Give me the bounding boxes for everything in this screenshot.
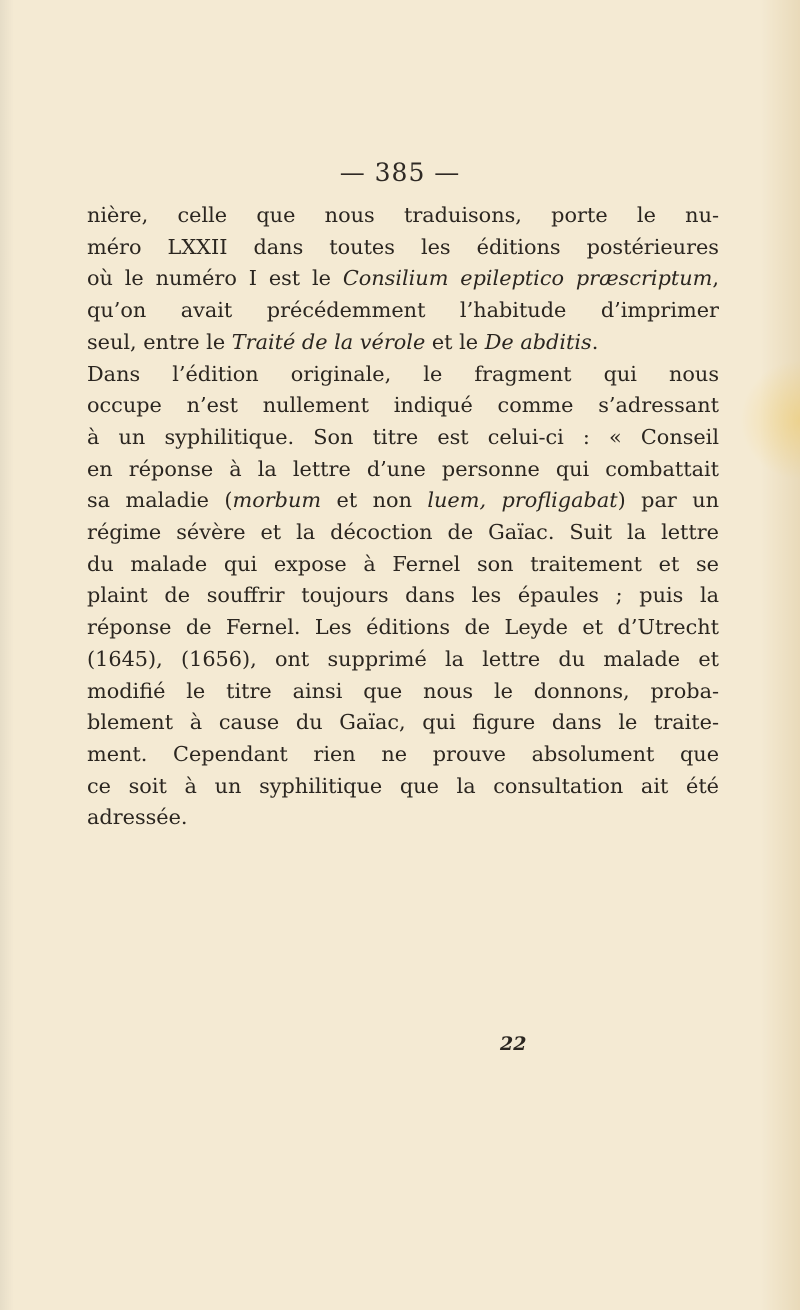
text-line: en réponse à la lettre d’une personne qui combattait (87, 456, 719, 481)
text-line: qu’on avait précédemment l’habitude d’imprimer (87, 298, 719, 323)
text-line: occupe n’est nullement indiqué comme s’adressant (87, 393, 719, 418)
signature-mark: 22 (500, 1033, 527, 1055)
text-line: ce soit à un syphilitique que la consultation ait été (87, 773, 719, 798)
text-line: modifié le titre ainsi que nous le donnons, proba- (87, 678, 719, 703)
text-line: plaint de souffrir toujours dans les épaules ; puis la (87, 583, 719, 608)
text-line: du malade qui expose à Fernel son traitement et se (87, 551, 719, 576)
text-line: seul, entre le Traité de la vérole et le De abditis. (87, 329, 599, 354)
text-line: ment. Cependant rien ne prouve absolument que (87, 741, 719, 766)
text-line: où le numéro I est le Consilium epileptico præscriptum, (87, 266, 719, 291)
text-line: méro LXXII dans toutes les éditions postérieures (87, 234, 719, 259)
text-line: sa maladie (morbum et non luem, profligabat) par un (87, 488, 720, 513)
text-line: à un syphilitique. Son titre est celui-ci : « Conseil (87, 424, 719, 449)
text-line: nière, celle que nous traduisons, porte le nu- (87, 203, 719, 227)
text-line: (1645), (1656), ont supprimé la lettre du malade et (87, 646, 719, 671)
page-number-header: — 385 — (339, 158, 461, 187)
text-line: adressée. (87, 805, 188, 830)
text-line: Dans l’édition originale, le fragment qui nous (87, 361, 719, 386)
body-text (87, 200, 719, 834)
text-line: réponse de Fernel. Les éditions de Leyde et d’Utrecht (87, 615, 719, 640)
text-line: régime sévère et la décoction de Gaïac. Suit la lettre (87, 520, 719, 545)
paper-stain (740, 360, 800, 480)
text-line: blement à cause du Gaïac, qui figure dans le traite- (87, 710, 719, 735)
